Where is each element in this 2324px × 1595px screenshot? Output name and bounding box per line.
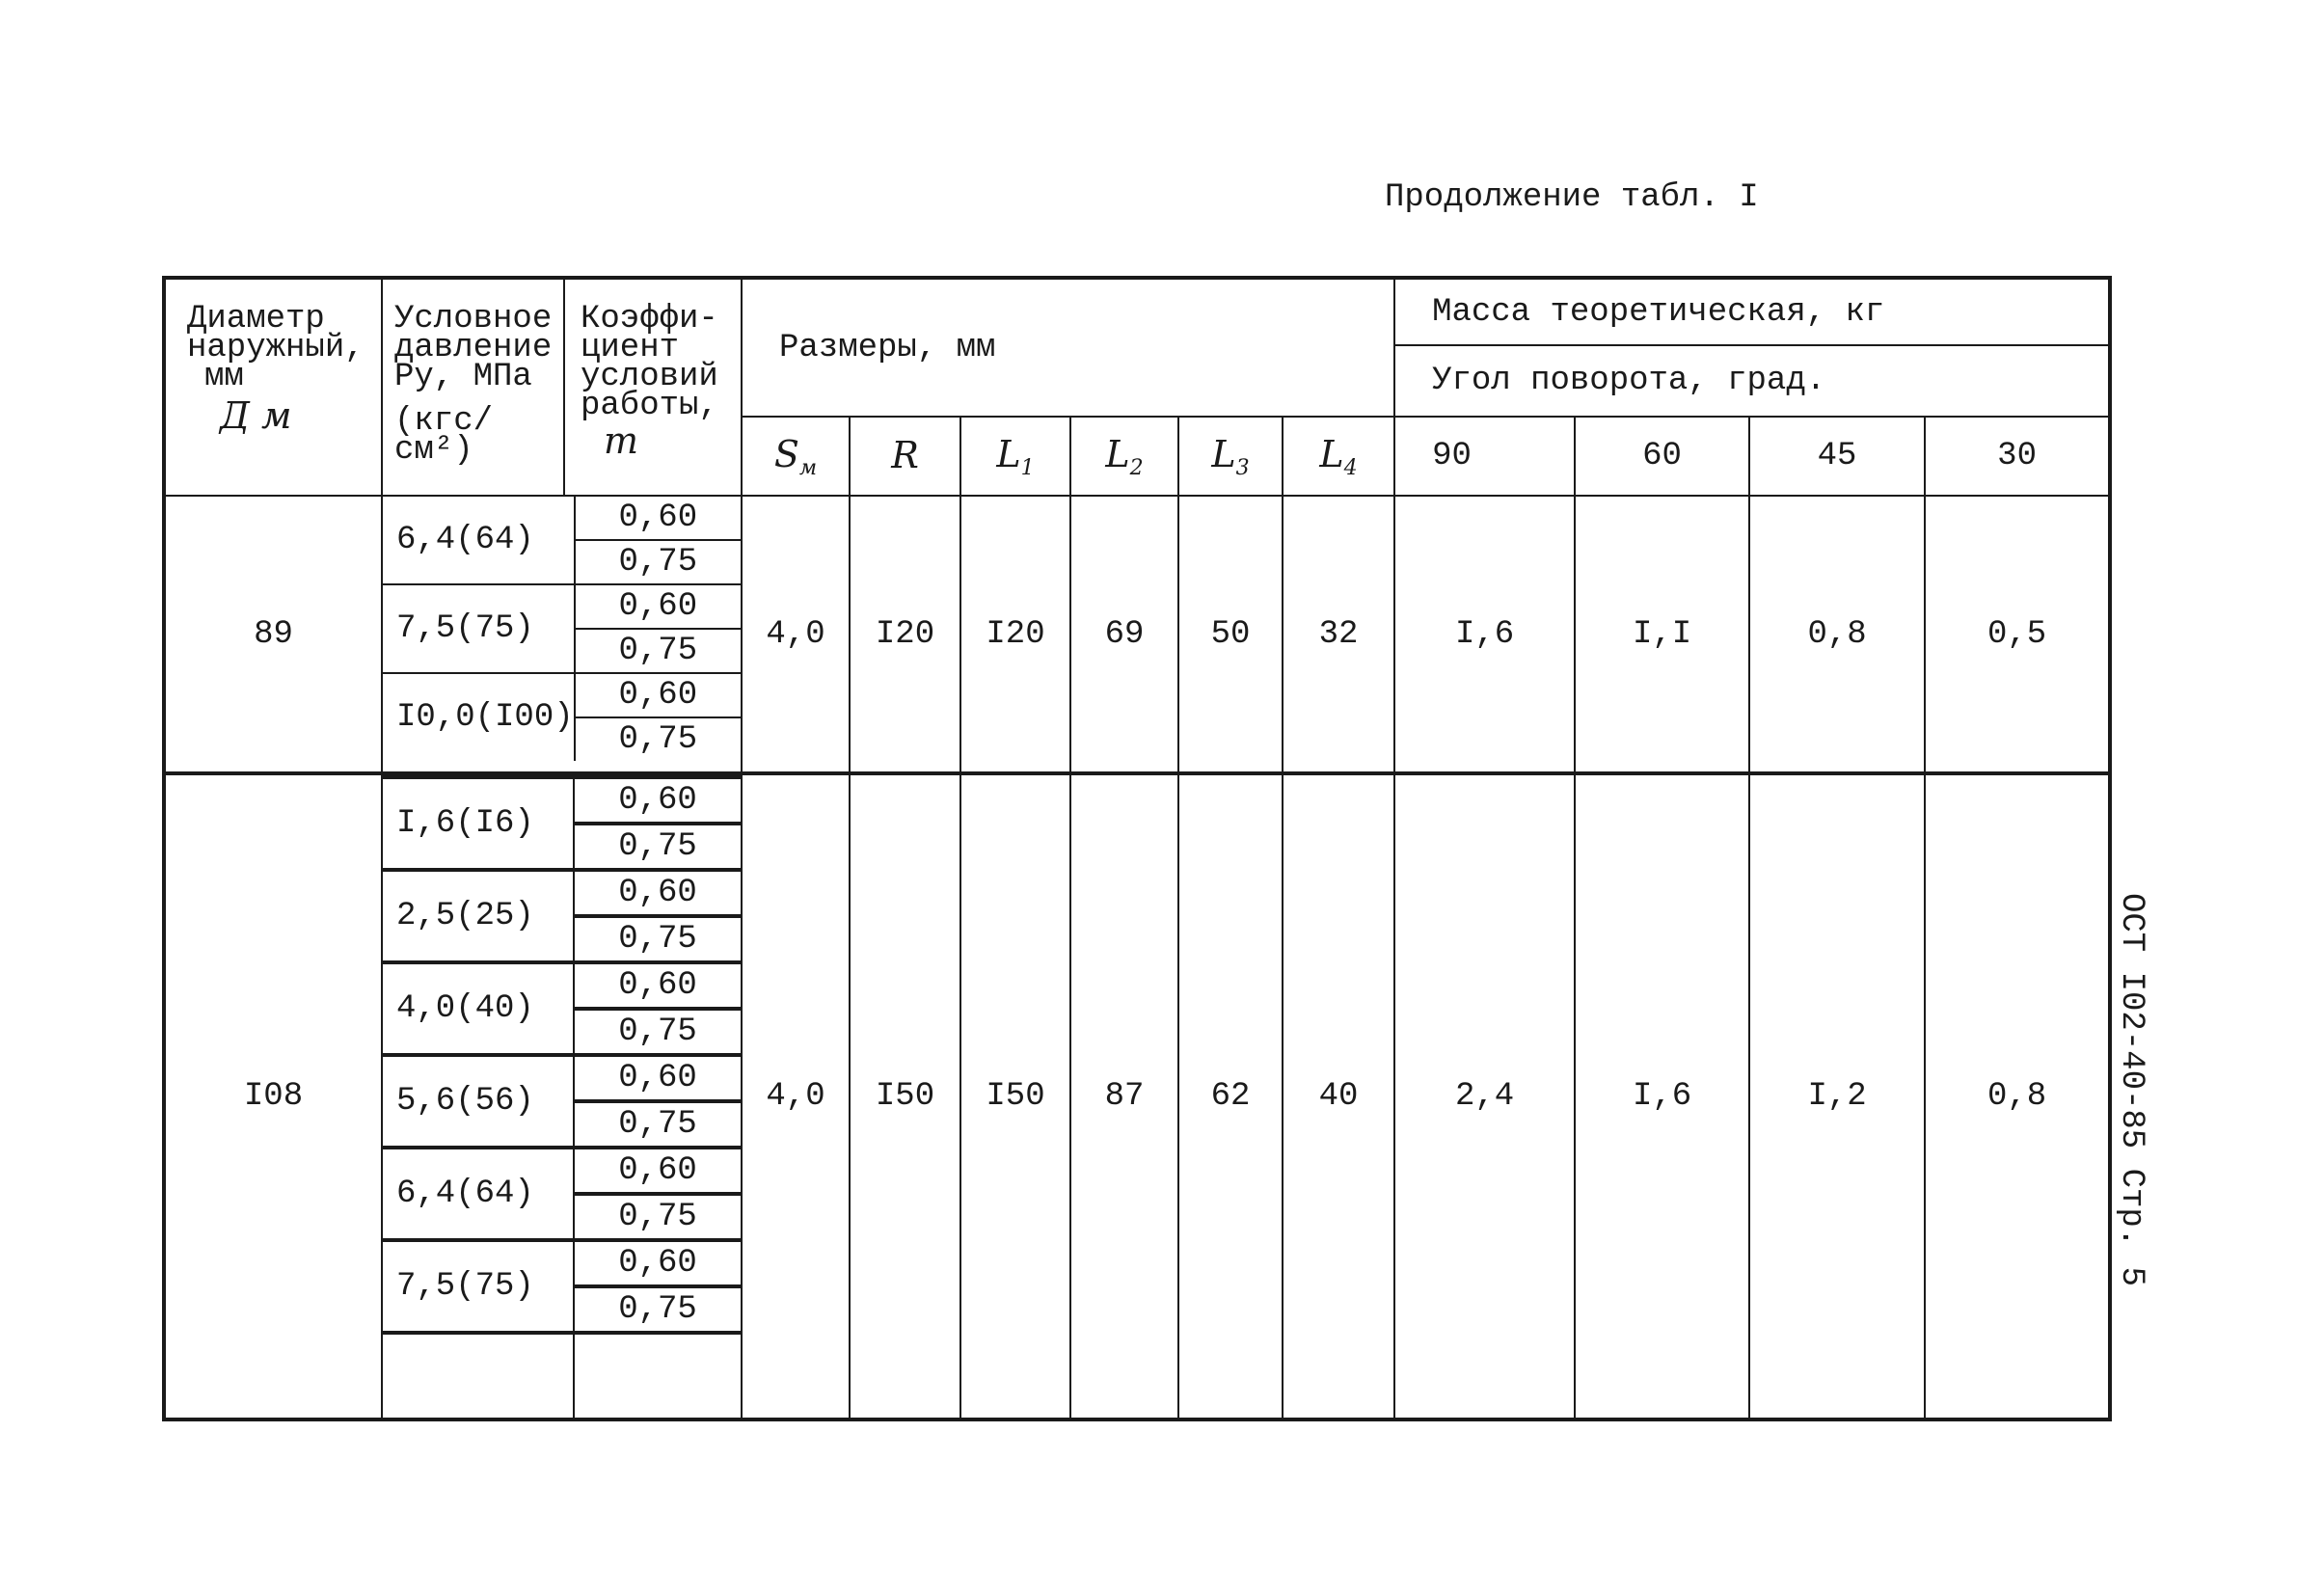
header-mass: Масса теоретическая, кг xyxy=(1394,278,2110,345)
coefficient-value: 0,60 xyxy=(574,1148,741,1194)
size-l3: 62 xyxy=(1178,773,1283,1419)
mass-60: I,6 xyxy=(1575,773,1749,1419)
coefficient-value: 0,60 xyxy=(575,584,741,629)
coefficient-value: 0,75 xyxy=(575,629,741,673)
coefficient-value: 0,75 xyxy=(574,1194,741,1240)
size-l1: I50 xyxy=(960,773,1070,1419)
table-row xyxy=(164,773,2110,1419)
col-l4: $L_4$ xyxy=(1283,417,1394,496)
size-l2: 69 xyxy=(1070,496,1178,773)
size-r: I50 xyxy=(850,773,960,1419)
table-row xyxy=(164,496,2110,773)
mass-30: 0,8 xyxy=(1925,773,2110,1419)
coefficient-value: 0,75 xyxy=(575,540,741,584)
coefficient-value: 0,60 xyxy=(574,777,741,824)
coefficient-value: 0,60 xyxy=(574,1055,741,1101)
mass-45: I,2 xyxy=(1749,773,1925,1419)
size-l4: 40 xyxy=(1283,773,1394,1419)
col-angle-30: 30 xyxy=(1925,417,2110,496)
mass-90: I,6 xyxy=(1394,496,1575,773)
col-s: $S_м$ xyxy=(742,417,850,496)
col-angle-60: 60 xyxy=(1575,417,1749,496)
pressure-value: I0,0(I00) xyxy=(383,673,575,761)
coefficient-value: 0,75 xyxy=(574,824,741,870)
header-sizes: Размеры, мм xyxy=(742,278,1394,417)
header-pressure: Условное давление Ру, МПа (кгс/см²) xyxy=(382,278,564,496)
col-l3: $L_3$ xyxy=(1178,417,1283,496)
size-s: 4,0 xyxy=(742,773,850,1419)
pressure-value: 4,0(40) xyxy=(383,962,574,1055)
col-l2: $L_2$ xyxy=(1070,417,1178,496)
mass-45: 0,8 xyxy=(1749,496,1925,773)
coefficient-value: 0,75 xyxy=(618,721,698,758)
size-l4: 32 xyxy=(1283,496,1394,773)
col-angle-45: 45 xyxy=(1749,417,1925,496)
pressure-value: I,6(I6) xyxy=(383,777,574,870)
header-angle: Угол поворота, град. xyxy=(1394,345,2110,417)
pressure-coefficient-cell xyxy=(382,773,742,1419)
pressure-value: 5,6(56) xyxy=(383,1055,574,1148)
size-s: 4,0 xyxy=(742,496,850,773)
pipe-bend-table xyxy=(162,276,2112,1421)
header-coefficient: Коэффи- циент условий работы, m xyxy=(564,278,742,496)
diameter-cell: I08 xyxy=(164,773,382,1419)
pressure-value: 7,5(75) xyxy=(383,584,575,673)
coefficient-value: 0,75 xyxy=(574,1009,741,1055)
size-l1: I20 xyxy=(960,496,1070,773)
diameter-cell: 89 xyxy=(164,496,382,773)
coefficient-value: 0,75 xyxy=(574,1286,741,1333)
header-diameter: Диаметр наружный, мм Д м xyxy=(164,278,382,496)
size-l3: 50 xyxy=(1178,496,1283,773)
mass-60: I,I xyxy=(1575,496,1749,773)
coefficient-value: 0,60 xyxy=(574,962,741,1009)
pressure-value: 6,4(64) xyxy=(383,497,575,584)
table-caption: Продолжение табл. I xyxy=(1385,179,1759,216)
empty-pressure-cell xyxy=(383,1333,574,1418)
coefficient-value: 0,60 xyxy=(575,497,741,540)
mass-90: 2,4 xyxy=(1394,773,1575,1419)
coefficient-value: 0,60 xyxy=(574,870,741,916)
size-r: I20 xyxy=(850,496,960,773)
document-code-label: ОСТ I02-40-85 Стр. 5 xyxy=(2110,887,2150,1292)
pressure-value: 2,5(25) xyxy=(383,870,574,962)
coefficient-value: 0,60 xyxy=(575,673,741,717)
col-l1: $L_1$ xyxy=(960,417,1070,496)
mass-30: 0,5 xyxy=(1925,496,2110,773)
coefficient-value: 0,75 xyxy=(574,1101,741,1148)
col-angle-90: 90 xyxy=(1394,417,1575,496)
pressure-value: 6,4(64) xyxy=(383,1148,574,1240)
size-l2: 87 xyxy=(1070,773,1178,1419)
pressure-coefficient-cell xyxy=(382,496,742,773)
col-r: R xyxy=(850,417,960,496)
pressure-value: 7,5(75) xyxy=(383,1240,574,1333)
coefficient-value: 0,75 xyxy=(574,916,741,962)
coefficient-value: 0,60 xyxy=(574,1240,741,1286)
